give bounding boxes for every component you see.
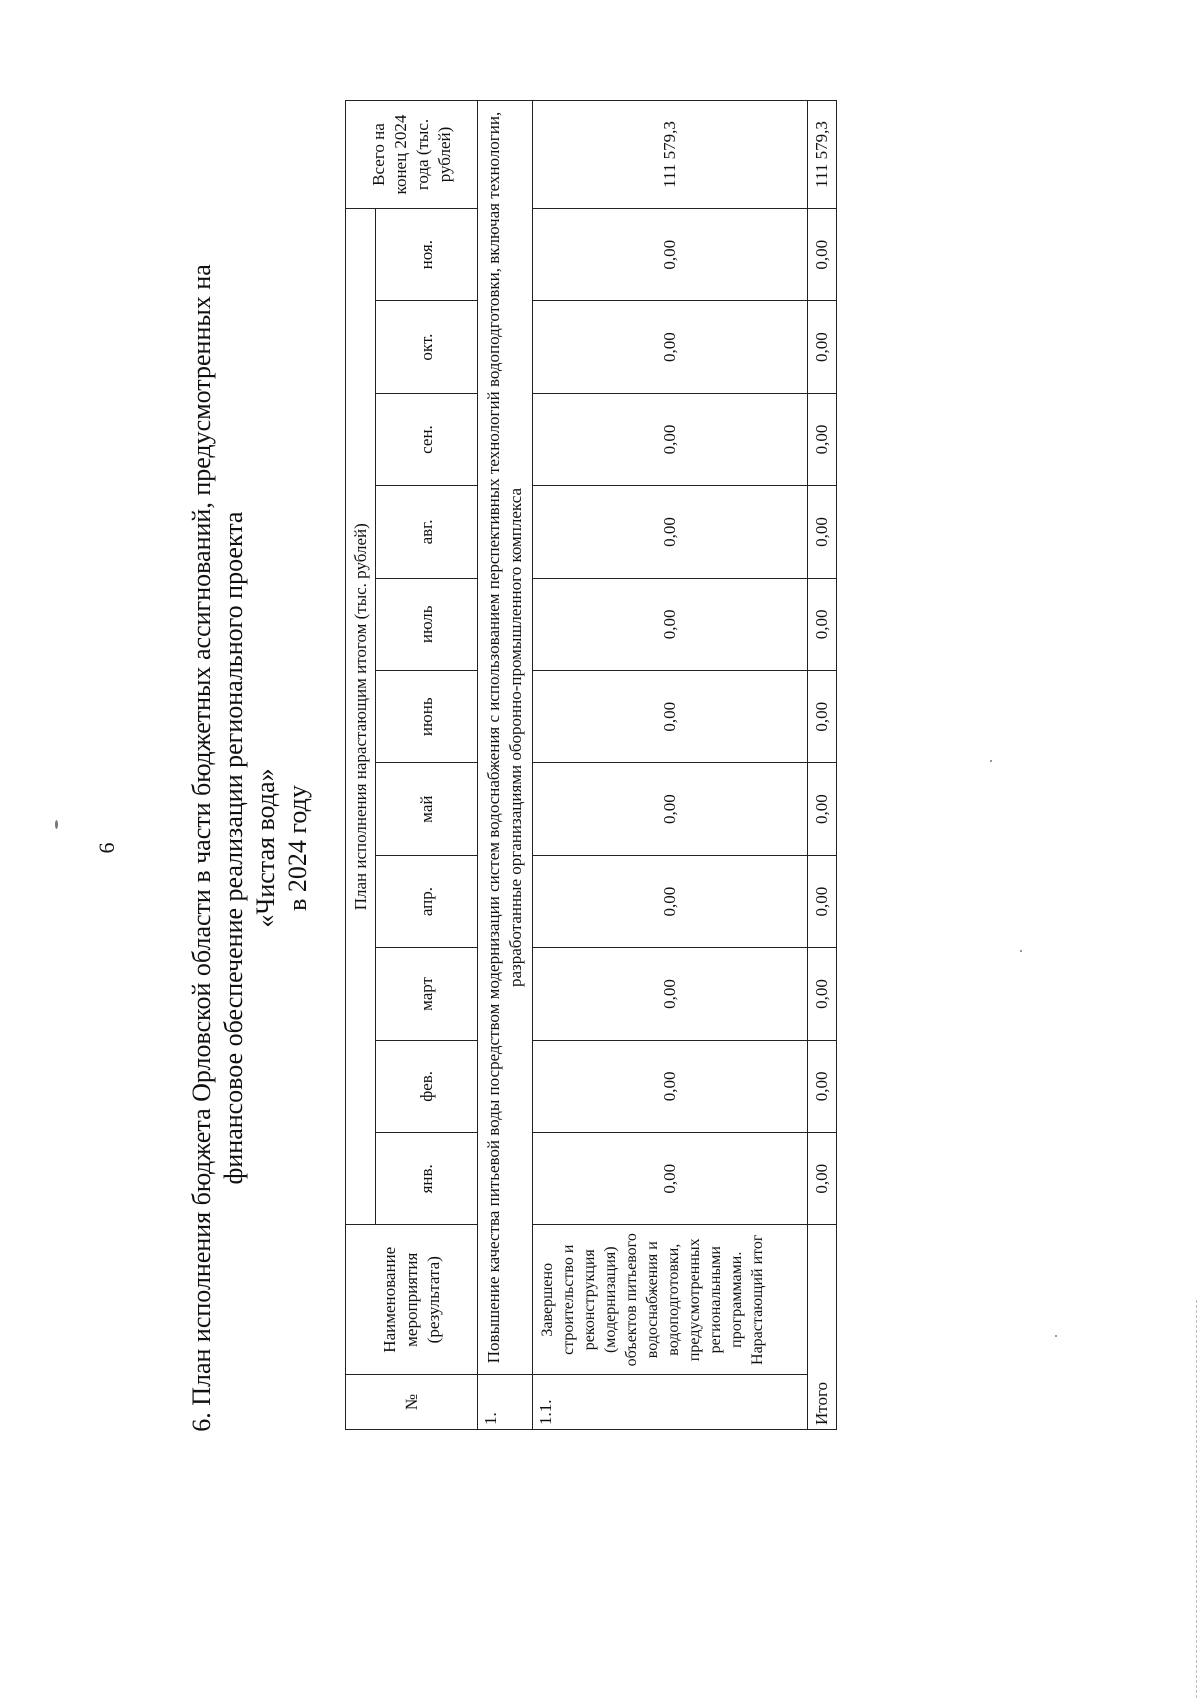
header-month: июль <box>376 578 478 670</box>
row-value: 0,00 <box>533 301 808 393</box>
header-plan: План исполнения нарастающим итогом (тыс. рублей) <box>346 209 376 1225</box>
header-month: окт. <box>376 301 478 393</box>
header-month: авг. <box>376 486 478 578</box>
header-month: сен. <box>376 393 478 485</box>
total-value: 0,00 <box>808 671 837 763</box>
total-value: 0,00 <box>808 1040 837 1132</box>
header-month: янв. <box>376 1133 478 1225</box>
row-value: 0,00 <box>533 948 808 1040</box>
total-value: 0,00 <box>808 763 837 855</box>
total-value: 0,00 <box>808 393 837 485</box>
header-month: апр. <box>376 855 478 947</box>
scan-edge <box>1196 1300 1200 1698</box>
header-month: фев. <box>376 1040 478 1132</box>
header-month: июнь <box>376 671 478 763</box>
table-row <box>533 101 808 1430</box>
header-total: Всего на конец 2024 года (тыс. рублей) <box>346 101 478 209</box>
row-value: 0,00 <box>533 855 808 947</box>
title-line-1: 6. План исполнения бюджета Орловской области в части бюджетных ассигнований, предусмотренных на <box>187 264 216 1432</box>
row-value: 0,00 <box>533 578 808 670</box>
total-value: 0,00 <box>808 1133 837 1225</box>
header-num: № <box>346 1374 478 1429</box>
scan-speck <box>1055 1335 1057 1337</box>
document-title <box>186 158 314 1538</box>
row-num: 1.1. <box>533 1374 808 1429</box>
section-num: 1. <box>478 1374 533 1429</box>
header-name: Наименование мероприятия (результата) <box>346 1225 478 1375</box>
header-month: ноя. <box>376 209 478 301</box>
total-label: Итого <box>808 1225 837 1430</box>
row-value: 0,00 <box>533 393 808 485</box>
section-text: Повышение качества питьевой воды посредством модернизации систем водоснабжения с использованием перспективных технологий водоподготовки, включая технологии, разработанные организациями оборонно-промышленного комплекса <box>478 101 533 1375</box>
row-value: 0,00 <box>533 1040 808 1132</box>
title-line-3: «Чистая вода» <box>251 768 280 928</box>
row-total: 111 579,3 <box>533 101 808 209</box>
header-month: март <box>376 948 478 1040</box>
section-row <box>478 101 533 1430</box>
total-value: 0,00 <box>808 855 837 947</box>
total-value: 0,00 <box>808 948 837 1040</box>
page-number: 6 <box>94 842 119 854</box>
total-value: 0,00 <box>808 301 837 393</box>
scan-speck <box>1020 950 1022 952</box>
total-sum: 111 579,3 <box>808 101 837 209</box>
row-value: 0,00 <box>533 1133 808 1225</box>
row-value: 0,00 <box>533 763 808 855</box>
total-value: 0,00 <box>808 209 837 301</box>
row-value: 0,00 <box>533 671 808 763</box>
scan-speck <box>55 820 58 829</box>
row-name: Завершено строительство и реконструкция (модернизация) объектов питьевого водоснабжения и водоподготовки, предусмотренных региональными программами. Нарастающий итог <box>533 1225 808 1375</box>
title-line-2: финансовое обеспечение реализации регионального проекта <box>219 511 248 1185</box>
row-value: 0,00 <box>533 209 808 301</box>
title-line-4: в 2024 году <box>283 785 312 911</box>
total-row <box>808 101 837 1430</box>
budget-plan-table <box>345 100 837 1430</box>
row-value: 0,00 <box>533 486 808 578</box>
total-value: 0,00 <box>808 578 837 670</box>
total-value: 0,00 <box>808 486 837 578</box>
scan-speck <box>990 760 992 762</box>
header-month: май <box>376 763 478 855</box>
